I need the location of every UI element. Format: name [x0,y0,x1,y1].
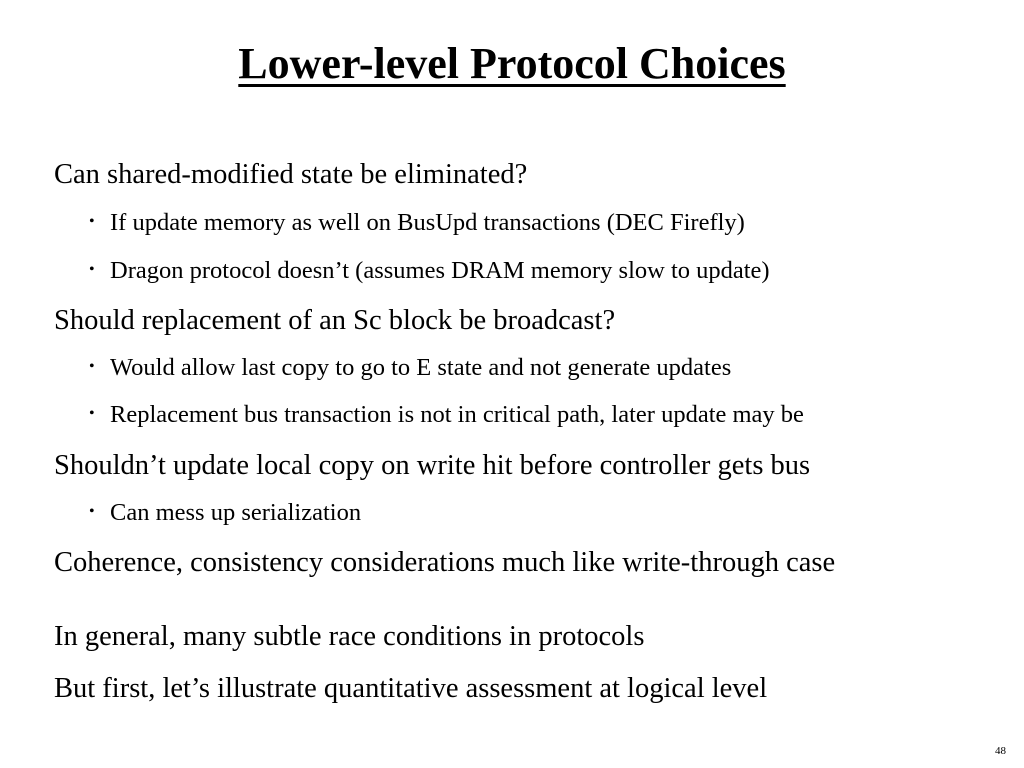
bullet-icon: • [89,358,95,376]
subpoint-text: Dragon protocol doesn’t (assumes DRAM memory slow to update) [110,257,770,284]
bullet-icon: • [89,261,95,279]
subpoint-2-2 [89,400,804,431]
subpoint-text: Would allow last copy to go to E state and not generate updates [110,354,732,381]
bullet-icon: • [89,213,95,231]
subpoint-2-1 [89,353,731,384]
point-4: Coherence, consistency considerations much like write-through case [54,547,836,578]
subpoint-text: Replacement bus transaction is not in critical path, later update may be [110,401,804,428]
subpoint-1-2 [89,256,770,287]
bullet-icon: • [89,503,95,521]
point-6: But first, let’s illustrate quantitative assessment at logical level [54,673,768,704]
point-1: Can shared-modified state be eliminated? [54,159,528,190]
subpoint-text: If update memory as well on BusUpd transactions (DEC Firefly) [110,209,745,236]
point-5: In general, many subtle race conditions in protocols [54,621,645,652]
point-2: Should replacement of an Sc block be broadcast? [54,305,616,336]
slide-title: Lower-level Protocol Choices [238,39,786,88]
page-number: 48 [995,745,1006,757]
subpoint-3-1 [89,498,361,529]
bullet-icon: • [89,405,95,423]
point-3: Shouldn’t update local copy on write hit before controller gets bus [54,450,811,481]
subpoint-text: Can mess up serialization [110,499,362,526]
subpoint-1-1 [89,208,745,239]
